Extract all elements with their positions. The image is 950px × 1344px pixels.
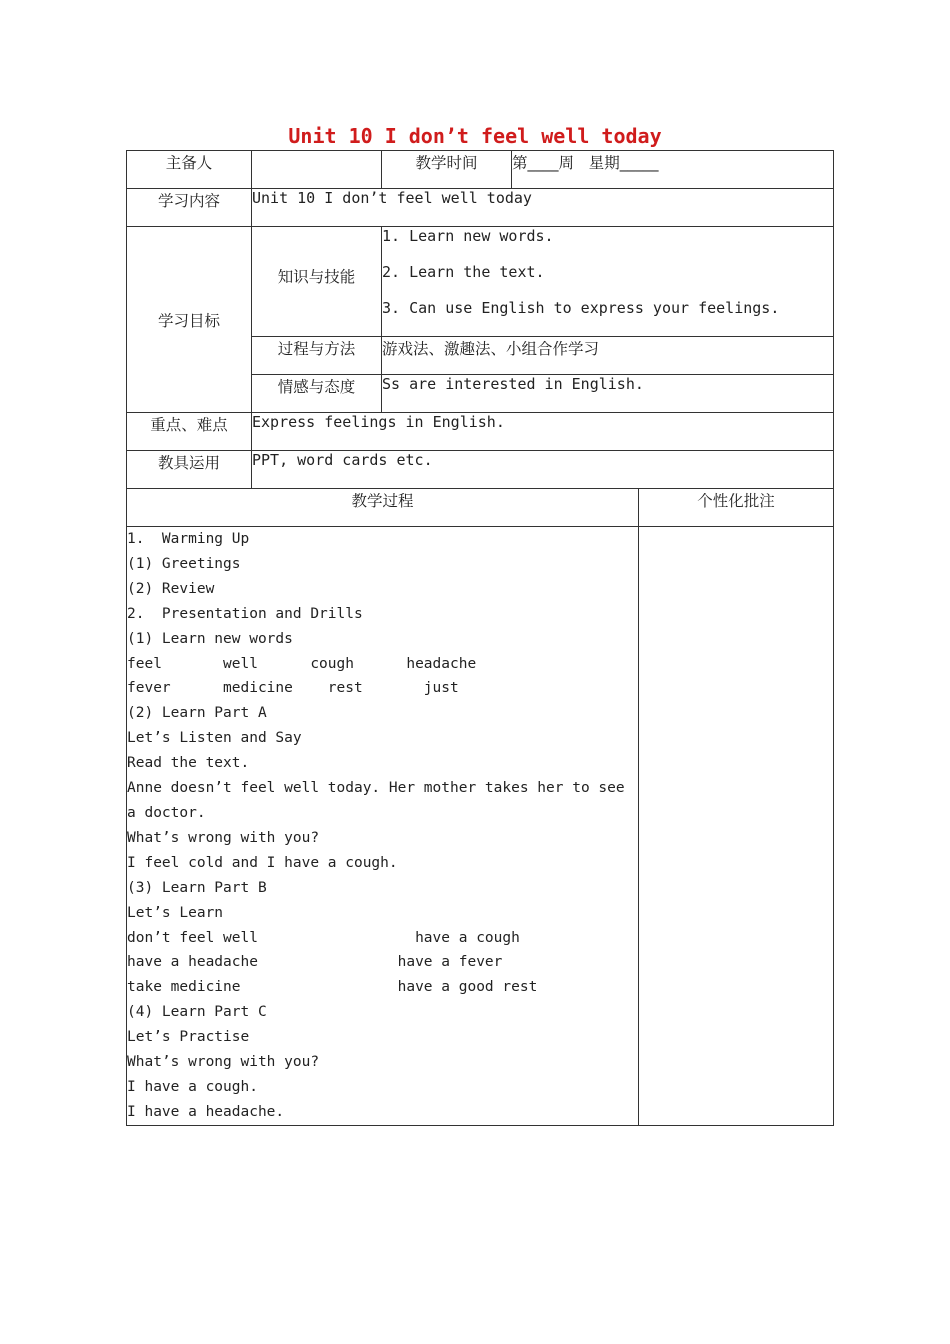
- content-label: 学习内容: [127, 189, 252, 227]
- process-line: 2. Presentation and Drills: [127, 605, 363, 622]
- row-content: [127, 189, 834, 227]
- process-line: don’t feel well have a cough: [127, 929, 520, 946]
- objectives-label: 学习目标: [127, 227, 252, 413]
- process-line: Read the text.: [127, 755, 250, 772]
- process-line: Anne doesn’t feel well today. Her mother takes her to see: [127, 780, 625, 797]
- process-line: (3) Learn Part B: [127, 879, 267, 896]
- row-objectives-knowledge: [127, 227, 834, 337]
- knowledge-item: 3. Can use English to express your feelings.: [382, 299, 780, 317]
- process-line: (2) Learn Part A: [127, 705, 267, 722]
- process-line: (4) Learn Part C: [127, 1004, 267, 1021]
- preparer-label: 主备人: [127, 151, 252, 189]
- key-points-label: 重点、难点: [127, 413, 252, 451]
- process-line: have a headache have a fever: [127, 954, 503, 971]
- aids-value: PPT, word cards etc.: [252, 451, 834, 489]
- process-line: feel well cough headache: [127, 655, 477, 672]
- method-label: 过程与方法: [252, 337, 382, 375]
- knowledge-label-text: 知识与技能: [277, 268, 356, 286]
- aids-label: 教具运用: [127, 451, 252, 489]
- attitude-label: 情感与态度: [252, 375, 382, 413]
- process-line: Let’s Practise: [127, 1029, 250, 1046]
- attitude-value: Ss are interested in English.: [382, 375, 834, 413]
- content-value: Unit 10 I don’t feel well today: [252, 189, 834, 227]
- row-preparer: [127, 151, 834, 189]
- process-content: [127, 527, 639, 1126]
- process-line: (1) Greetings: [127, 555, 241, 572]
- lesson-plan-table: [126, 150, 834, 1126]
- process-line: Let’s Learn: [127, 904, 224, 921]
- process-line: fever medicine rest just: [127, 680, 459, 697]
- knowledge-list: [382, 227, 834, 337]
- process-line: Let’s Listen and Say: [127, 730, 302, 747]
- teaching-time-value: 第____周 星期_____: [512, 151, 834, 189]
- process-line: I feel cold and I have a cough.: [127, 854, 398, 871]
- process-line: What’s wrong with you?: [127, 829, 320, 846]
- process-line: a doctor.: [127, 804, 206, 821]
- teaching-time-label: 教学时间: [382, 151, 512, 189]
- process-line: 1. Warming Up: [127, 531, 250, 547]
- notes-content: [639, 527, 834, 1126]
- knowledge-label: [252, 227, 382, 337]
- process-header: 教学过程: [127, 489, 639, 527]
- row-process-body: [127, 527, 834, 1126]
- row-aids: [127, 451, 834, 489]
- row-key-points: [127, 413, 834, 451]
- preparer-value: [252, 151, 382, 189]
- key-points-value: Express feelings in English.: [252, 413, 834, 451]
- knowledge-item: 1. Learn new words.: [382, 227, 554, 245]
- process-line: What’s wrong with you?: [127, 1054, 320, 1071]
- process-line: (2) Review: [127, 580, 215, 597]
- knowledge-item: 2. Learn the text.: [382, 263, 545, 281]
- process-line: take medicine have a good rest: [127, 979, 538, 996]
- method-value: 游戏法、激趣法、小组合作学习: [382, 337, 834, 375]
- row-process-header: [127, 489, 834, 527]
- document-title: Unit 10 I don’t feel well today: [288, 124, 662, 148]
- process-line: (1) Learn new words: [127, 630, 293, 647]
- process-line: I have a headache.: [127, 1103, 285, 1120]
- notes-header: 个性化批注: [639, 489, 834, 527]
- process-line: I have a cough.: [127, 1078, 258, 1095]
